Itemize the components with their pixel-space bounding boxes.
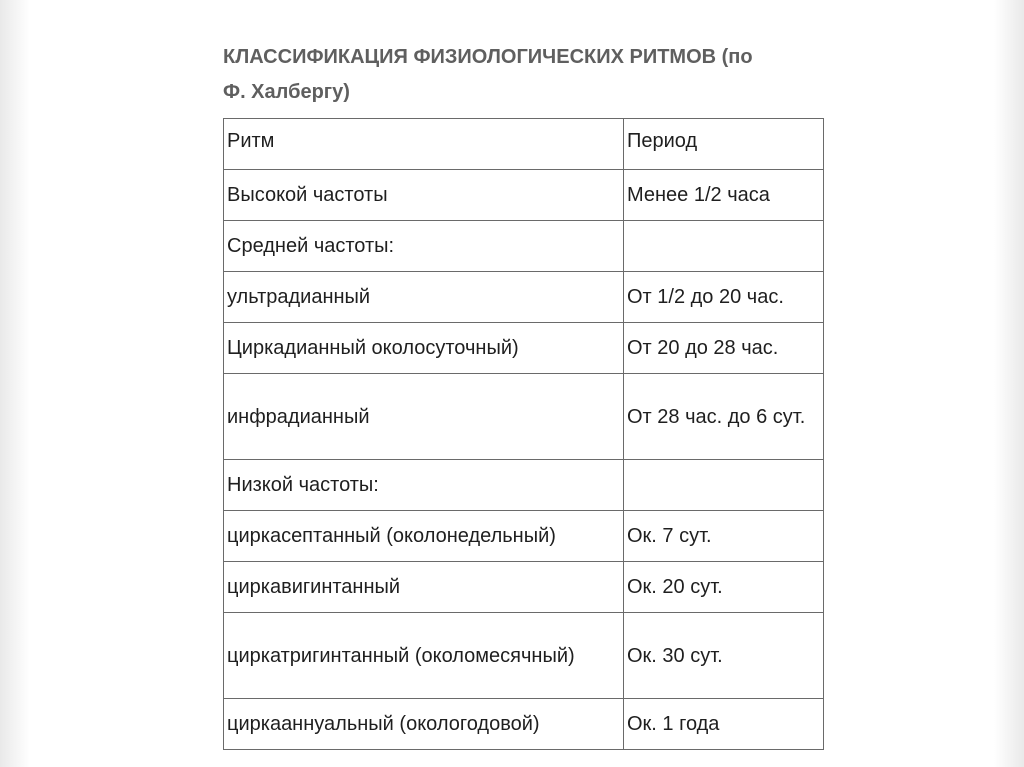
rhythm-classification-table (223, 118, 824, 750)
period-cell (624, 460, 824, 511)
rhythm-cell: Циркадианный околосуточный) (224, 323, 624, 374)
document-title (223, 40, 863, 110)
rhythm-cell: Низкой частоты: (224, 460, 624, 511)
period-cell: Ок. 30 сут. (624, 613, 824, 699)
table-row (224, 511, 824, 562)
table-row (224, 170, 824, 221)
table-row (224, 221, 824, 272)
table-row (224, 323, 824, 374)
page-shadow-right (994, 0, 1024, 767)
period-cell: От 20 до 28 час. (624, 323, 824, 374)
table-header-row (224, 119, 824, 170)
header-period: Период (624, 119, 824, 170)
table-row (224, 460, 824, 511)
rhythm-cell: инфрадианный (224, 374, 624, 460)
rhythm-cell: Средней частоты: (224, 221, 624, 272)
table-row (224, 613, 824, 699)
rhythm-cell: циркатригинтанный (околомесячный) (224, 613, 624, 699)
period-cell: От 1/2 до 20 час. (624, 272, 824, 323)
rhythm-cell: Высокой частоты (224, 170, 624, 221)
table-row (224, 699, 824, 750)
title-line-1: КЛАССИФИКАЦИЯ ФИЗИОЛОГИЧЕСКИХ РИТМОВ (по (223, 46, 753, 68)
table-row (224, 562, 824, 613)
period-cell: Менее 1/2 часа (624, 170, 824, 221)
rhythm-cell: ультрадианный (224, 272, 624, 323)
rhythm-cell: циркааннуальный (окологодовой) (224, 699, 624, 750)
period-cell (624, 221, 824, 272)
page-shadow-left (0, 0, 30, 767)
table-row (224, 374, 824, 460)
period-cell: Ок. 7 сут. (624, 511, 824, 562)
table-row (224, 272, 824, 323)
period-cell: Ок. 20 сут. (624, 562, 824, 613)
period-cell: Ок. 1 года (624, 699, 824, 750)
rhythm-cell: циркавигинтанный (224, 562, 624, 613)
title-line-2: Ф. Халбергу) (223, 81, 350, 103)
period-cell: От 28 час. до 6 сут. (624, 374, 824, 460)
header-rhythm: Ритм (224, 119, 624, 170)
rhythm-cell: циркасептанный (околонедельный) (224, 511, 624, 562)
